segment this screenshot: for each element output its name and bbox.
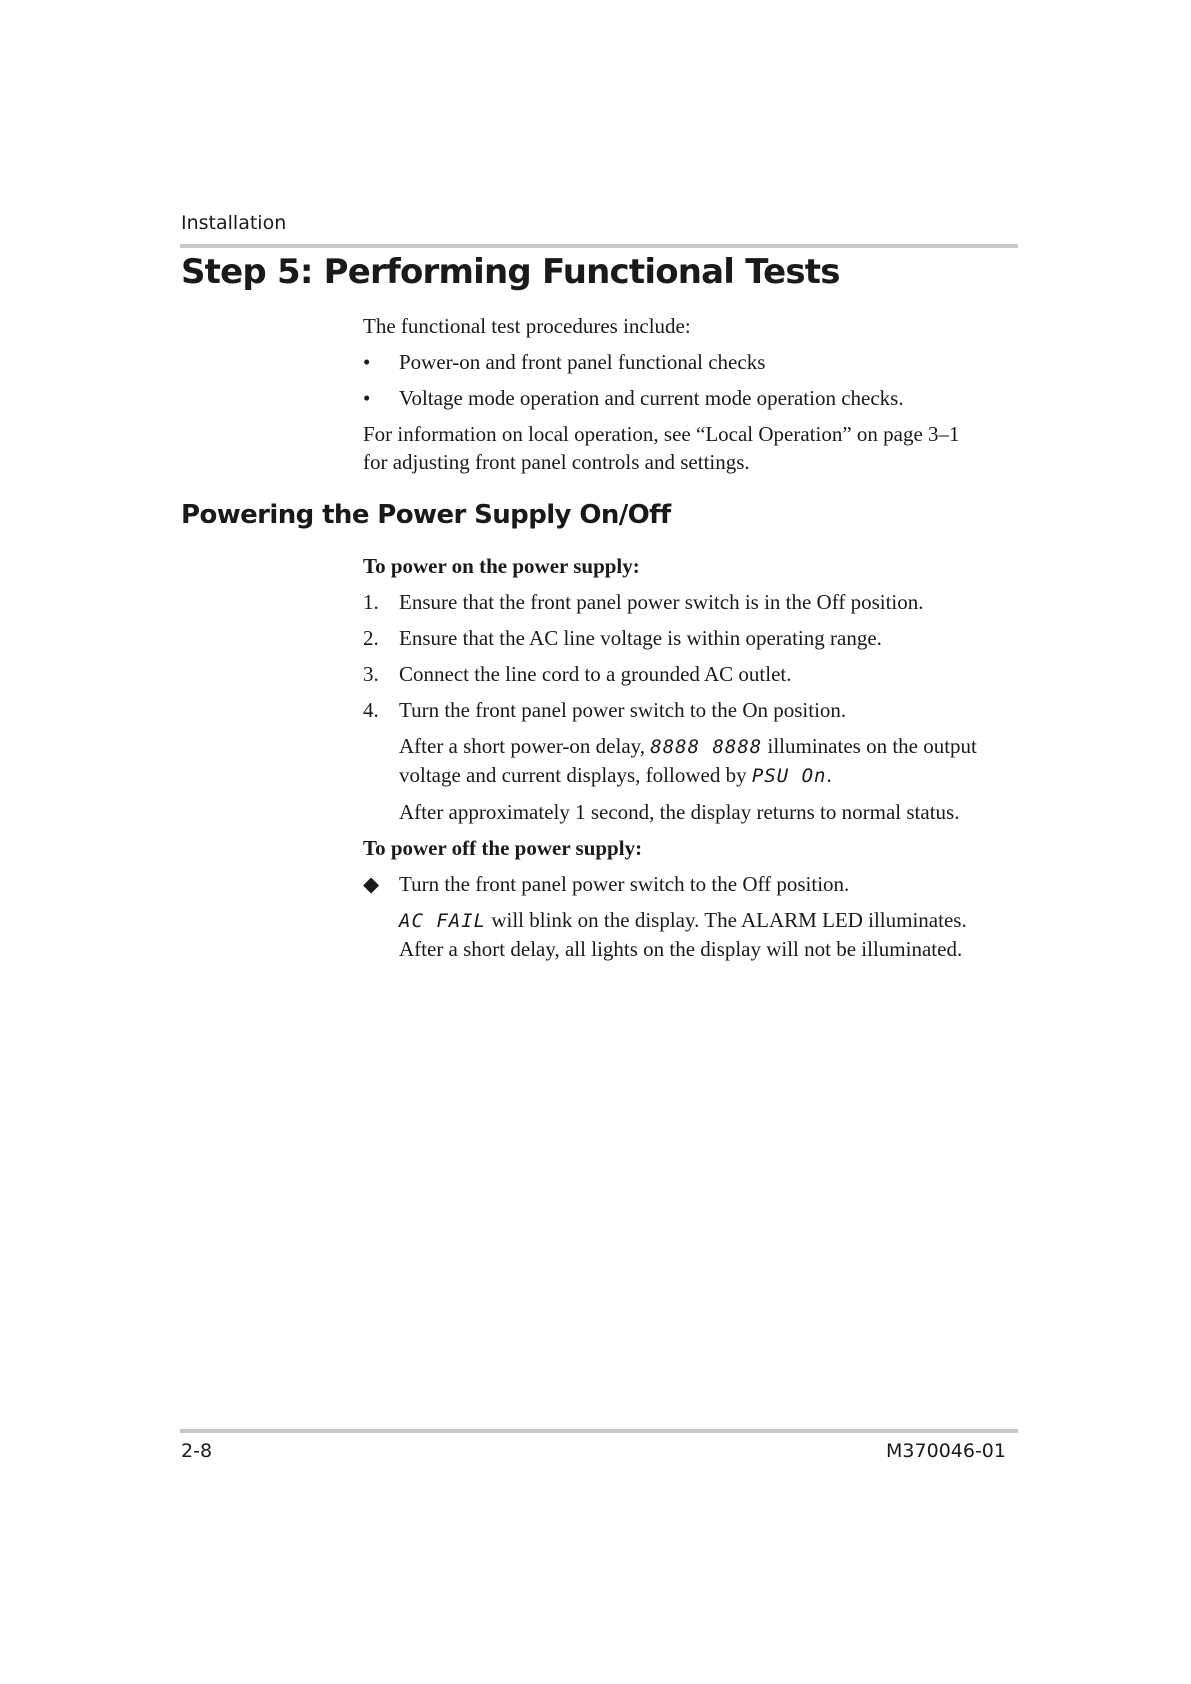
note-text: will blink on the display. The ALARM LED illuminates. <box>486 908 967 932</box>
step-number: 2. <box>363 626 379 650</box>
page-title: Step 5: Performing Functional Tests <box>181 252 840 292</box>
diamond-bullet-icon: ◆ <box>363 872 380 896</box>
step-number: 3. <box>363 662 379 686</box>
power-off-display-note <box>399 906 1003 963</box>
power-procedures <box>363 552 1003 971</box>
power-on-steps <box>363 588 1003 724</box>
list-item <box>363 384 1003 412</box>
reference-line-2: for adjusting front panel controls and settings. <box>363 450 750 474</box>
step-text: Turn the front panel power switch to the Off position. <box>399 872 850 896</box>
power-on-heading: To power on the power supply: <box>363 554 640 578</box>
running-header: Installation <box>181 212 287 234</box>
list-item <box>363 696 1003 724</box>
note-text: After a short delay, all lights on the display will not be illuminated. <box>399 937 963 961</box>
section-title: Powering the Power Supply On/Off <box>181 500 671 530</box>
intro-block <box>363 312 1003 484</box>
step-text: Turn the front panel power switch to the On position. <box>399 698 847 722</box>
list-item <box>363 624 1003 652</box>
bullet-text: Voltage mode operation and current mode operation checks. <box>399 386 904 410</box>
power-on-display-note <box>399 732 1003 790</box>
power-off-steps <box>363 870 1003 898</box>
power-off-heading: To power off the power supply: <box>363 836 643 860</box>
note-text: After a short power-on delay, <box>399 734 651 758</box>
page-number: 2-8 <box>181 1440 213 1462</box>
footer-rule <box>180 1429 1018 1433</box>
note-text: . <box>826 763 832 787</box>
bullet-marker: • <box>363 350 371 374</box>
segment-display-text: 8888 8888 <box>650 736 763 758</box>
list-item <box>363 660 1003 688</box>
bullet-marker: • <box>363 386 371 410</box>
list-item <box>363 588 1003 616</box>
header-rule <box>180 244 1018 248</box>
intro-bullet-list <box>363 348 1003 412</box>
local-operation-reference <box>363 420 1003 476</box>
power-on-status-note: After approximately 1 second, the display returns to normal status. <box>399 800 960 824</box>
note-text: illuminates on the output <box>762 734 977 758</box>
segment-display-text: PSU On <box>751 765 827 787</box>
list-item <box>363 870 1003 898</box>
note-text: voltage and current displays, followed by <box>399 763 752 787</box>
step-number: 4. <box>363 698 379 722</box>
segment-display-text: AC FAIL <box>399 910 487 932</box>
step-text: Ensure that the AC line voltage is within operating range. <box>399 626 882 650</box>
list-item <box>363 348 1003 376</box>
reference-line-1: For information on local operation, see “Local Operation” on page 3–1 <box>363 422 960 446</box>
bullet-text: Power-on and front panel functional checks <box>399 350 766 374</box>
step-text: Ensure that the front panel power switch is in the Off position. <box>399 590 924 614</box>
step-number: 1. <box>363 590 379 614</box>
intro-lead: The functional test procedures include: <box>363 314 691 338</box>
step-text: Connect the line cord to a grounded AC outlet. <box>399 662 792 686</box>
document-number: M370046-01 <box>886 1440 1006 1462</box>
